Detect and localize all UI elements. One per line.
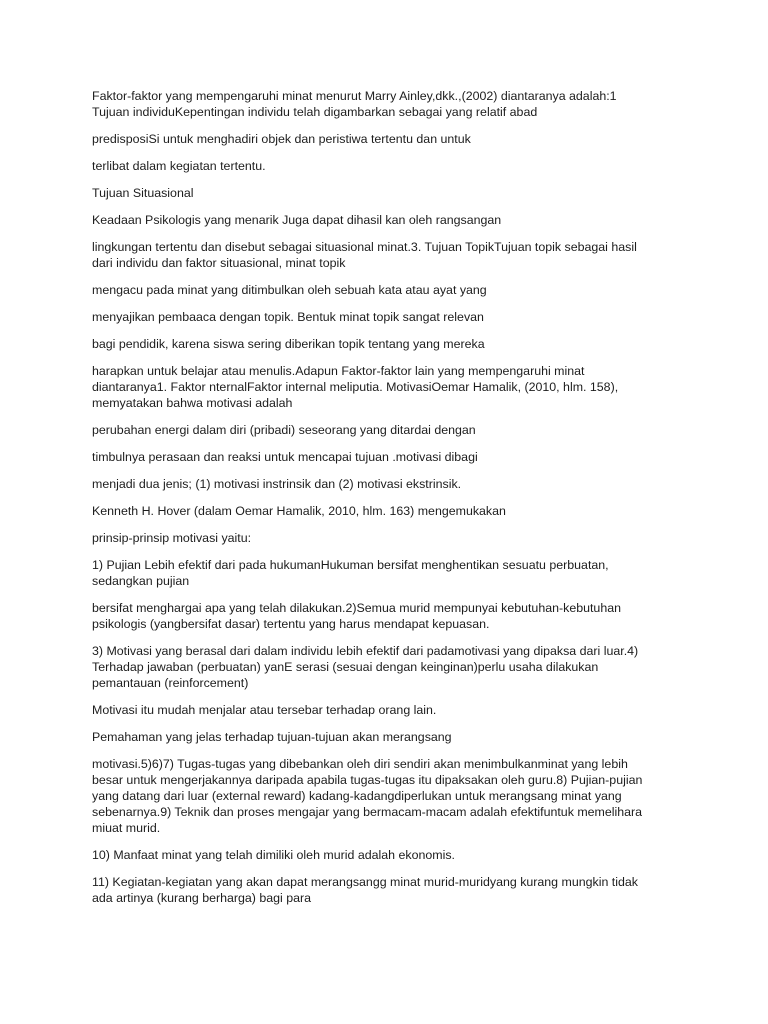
paragraph — [92, 131, 682, 147]
text-line: memyatakan bahwa motivasi adalah — [92, 396, 293, 410]
paragraph — [92, 158, 682, 174]
text-line: diantaranya1. Faktor nternalFaktor internal meliputia. MotivasiOemar Hamalik, (2010, hlm. 158), — [92, 380, 619, 394]
text-line: menjadi dua jenis; (1) motivasi instrinsik dan (2) motivasi ekstrinsik. — [92, 477, 462, 491]
text-line: Keadaan Psikologis yang menarik Juga dapat dihasil kan oleh rangsangan — [92, 213, 502, 227]
text-line: predisposiSi untuk menghadiri objek dan peristiwa tertentu dan untuk — [92, 132, 471, 146]
text-line: prinsip-prinsip motivasi yaitu: — [92, 531, 252, 545]
paragraph — [92, 476, 682, 492]
text-line: 3) Motivasi yang berasal dari dalam individu lebih efektif dari padamotivasi yang dipaksa dari luar.4) — [92, 644, 639, 658]
paragraph — [92, 847, 682, 863]
text-line: besar untuk mengerjakannya daripada apabila tugas-tugas itu dipaksakan oleh guru.8) Pujian-pujian — [92, 773, 643, 787]
text-line: sebenarnya.9) Teknik dan proses mengajar yang bermacam-macam adalah efektifuntuk memelihara — [92, 805, 643, 819]
text-line: harapkan untuk belajar atau menulis.Adapun Faktor-faktor lain yang mempengaruhi minat — [92, 364, 585, 378]
text-line: Terhadap jawaban (perbuatan) yanE serasi (sesuai dengan keinginan)perlu usaha dilakukan — [92, 660, 599, 674]
paragraph — [92, 282, 682, 298]
text-line: Tujuan Situasional — [92, 186, 194, 200]
paragraph — [92, 185, 682, 201]
paragraph — [92, 239, 682, 271]
text-line: sedangkan pujian — [92, 574, 190, 588]
text-line: yang datang dari luar (external reward) kadang-kadangdiperlukan untuk merangsang minat yang — [92, 789, 622, 803]
paragraph — [92, 530, 682, 546]
text-line: Tujuan individuKepentingan individu telah digambarkan sebagai yang relatif abad — [92, 105, 538, 119]
text-line: motivasi.5)6)7) Tugas-tugas yang dibebankan oleh diri sendiri akan menimbulkanminat yang lebih — [92, 757, 628, 771]
text-line: ada artinya (kurang berharga) bagi para — [92, 891, 312, 905]
paragraph — [92, 336, 682, 352]
text-line: perubahan energi dalam diri (pribadi) seseorang yang ditardai dengan — [92, 423, 476, 437]
text-line: mengacu pada minat yang ditimbulkan oleh sebuah kata atau ayat yang — [92, 283, 487, 297]
document-body — [92, 88, 682, 917]
paragraph — [92, 422, 682, 438]
text-line: bersifat menghargai apa yang telah dilakukan.2)Semua murid mempunyai kebutuhan-kebutuhan — [92, 601, 621, 615]
text-line: pemantauan (reinforcement) — [92, 676, 249, 690]
paragraph — [92, 88, 682, 120]
paragraph — [92, 449, 682, 465]
paragraph — [92, 600, 682, 632]
text-line: bagi pendidik, karena siswa sering diberikan topik tentang yang mereka — [92, 337, 485, 351]
text-line: menyajikan pembaaca dengan topik. Bentuk minat topik sangat relevan — [92, 310, 484, 324]
paragraph — [92, 756, 682, 836]
text-line: terlibat dalam kegiatan tertentu. — [92, 159, 266, 173]
text-line: Kenneth H. Hover (dalam Oemar Hamalik, 2010, hlm. 163) mengemukakan — [92, 504, 506, 518]
text-line: Pemahaman yang jelas terhadap tujuan-tujuan akan merangsang — [92, 730, 452, 744]
paragraph — [92, 874, 682, 906]
paragraph — [92, 503, 682, 519]
paragraph — [92, 643, 682, 691]
text-line: 10) Manfaat minat yang telah dimiliki oleh murid adalah ekonomis. — [92, 848, 455, 862]
paragraph — [92, 363, 682, 411]
text-line: 11) Kegiatan-kegiatan yang akan dapat merangsangg minat murid-muridyang kurang mungkin tidak — [92, 875, 638, 889]
text-line: Faktor-faktor yang mempengaruhi minat menurut Marry Ainley,dkk.,(2002) diantaranya adalah:1 — [92, 89, 617, 103]
paragraph — [92, 702, 682, 718]
paragraph — [92, 212, 682, 228]
text-line: Motivasi itu mudah menjalar atau tersebar terhadap orang lain. — [92, 703, 437, 717]
text-line: dari individu dan faktor situasional, minat topik — [92, 256, 346, 270]
text-line: miuat murid. — [92, 821, 161, 835]
paragraph — [92, 729, 682, 745]
text-line: 1) Pujian Lebih efektif dari pada hukumanHukuman bersifat menghentikan sesuatu perbuatan, — [92, 558, 609, 572]
text-line: psikologis (yangbersifat dasar) tertentu yang harus mendapat kepuasan. — [92, 617, 490, 631]
paragraph — [92, 557, 682, 589]
text-line: lingkungan tertentu dan disebut sebagai situasional minat.3. Tujuan TopikTujuan topik sebagai hasil — [92, 240, 637, 254]
paragraph — [92, 309, 682, 325]
text-line: timbulnya perasaan dan reaksi untuk mencapai tujuan .motivasi dibagi — [92, 450, 478, 464]
